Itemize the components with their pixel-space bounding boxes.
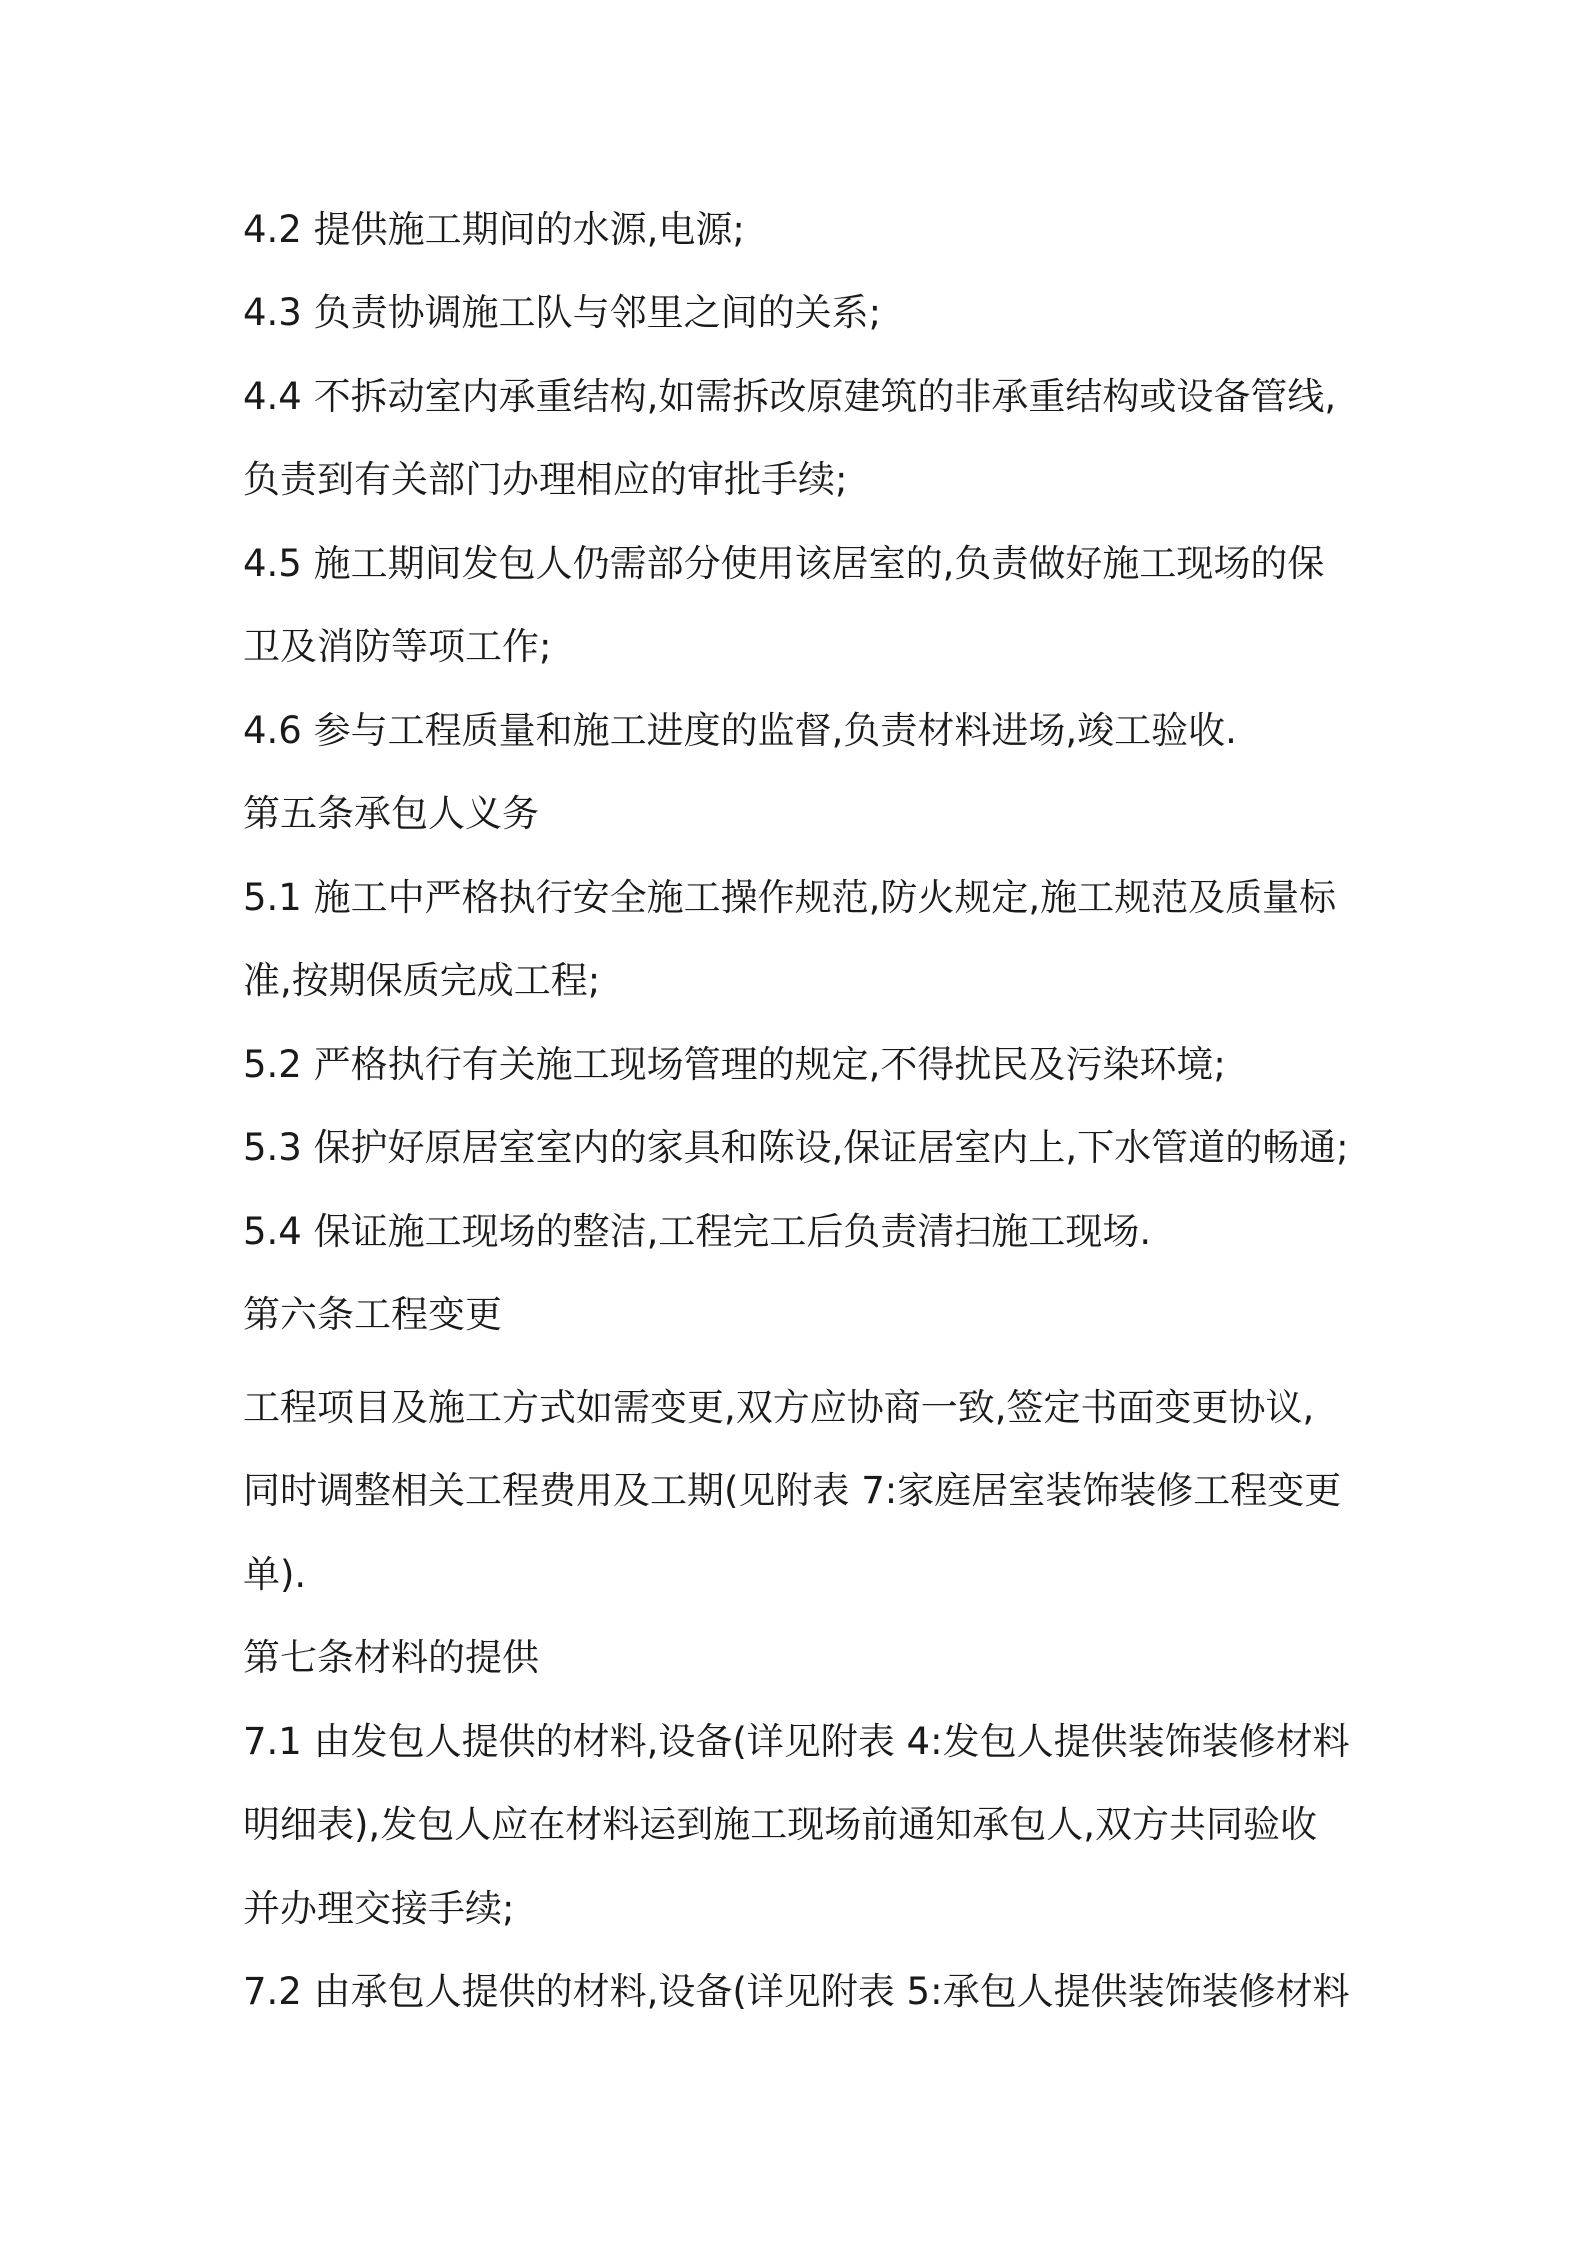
clause-5-3: 5.3 保护好原居室室内的家具和陈设,保证居室内上,下水管道的畅通; xyxy=(243,1126,1349,1169)
clause-4-6: 4.6 参与工程质量和施工进度的监督,负责材料进场,竣工验收. xyxy=(243,709,1237,752)
clause-5-1-line-2: 准,按期保质完成工程; xyxy=(243,959,601,1002)
article-5-heading: 第五条承包人义务 xyxy=(243,792,539,835)
clause-4-5-line-2: 卫及消防等项工作; xyxy=(243,625,552,668)
clause-4-4-line-2: 负责到有关部门办理相应的审批手续; xyxy=(243,458,848,501)
clause-7-1-line-3: 并办理交接手续; xyxy=(243,1887,515,1930)
article-7-heading: 第七条材料的提供 xyxy=(243,1636,539,1679)
clause-7-1-line-1: 7.1 由发包人提供的材料,设备(详见附表 4:发包人提供装饰装修材料 xyxy=(243,1720,1350,1763)
clause-5-4: 5.4 保证施工现场的整洁,工程完工后负责清扫施工现场. xyxy=(243,1210,1152,1253)
clause-4-4-line-1: 4.4 不拆动室内承重结构,如需拆改原建筑的非承重结构或设备管线, xyxy=(243,375,1337,418)
article-6-para-line-2: 同时调整相关工程费用及工期(见附表 7:家庭居室装饰装修工程变更 xyxy=(243,1469,1342,1512)
article-6-para-line-3: 单). xyxy=(243,1553,307,1596)
article-6-para-line-1: 工程项目及施工方式如需变更,双方应协商一致,签定书面变更协议, xyxy=(243,1386,1315,1429)
article-6-heading: 第六条工程变更 xyxy=(243,1293,502,1336)
clause-4-5-line-1: 4.5 施工期间发包人仍需部分使用该居室的,负责做好施工现场的保 xyxy=(243,542,1325,585)
clause-5-1-line-1: 5.1 施工中严格执行安全施工操作规范,防火规定,施工规范及质量标 xyxy=(243,876,1337,919)
clause-4-2: 4.2 提供施工期间的水源,电源; xyxy=(243,208,745,251)
clause-4-3: 4.3 负责协调施工队与邻里之间的关系; xyxy=(243,291,882,334)
clause-7-1-line-2: 明细表),发包人应在材料运到施工现场前通知承包人,双方共同验收 xyxy=(243,1803,1317,1846)
clause-5-2: 5.2 严格执行有关施工现场管理的规定,不得扰民及污染环境; xyxy=(243,1043,1226,1086)
clause-7-2-line-1: 7.2 由承包人提供的材料,设备(详见附表 5:承包人提供装饰装修材料 xyxy=(243,1970,1350,2013)
